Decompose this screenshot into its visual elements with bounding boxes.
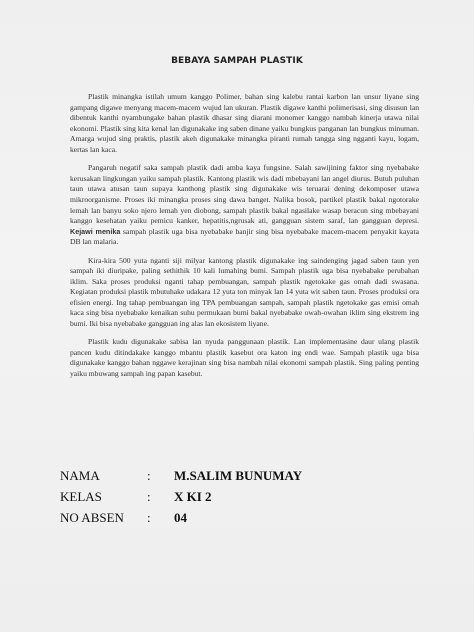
name-label: NAMA <box>60 467 100 483</box>
paragraph-2 <box>70 163 419 248</box>
class-row <box>60 486 302 507</box>
paragraph-2-bold-phrase: Kejawi menika <box>70 226 121 236</box>
paragraph-1: Plastik minangka istilah umum kanggo Polimer, bahan sing kalebu rantai karbon lan unsur liyane sing gampang digawe menyang macem-macem wujud lan ukuran. Plastik digawe kanthi polimerisasi, sing disusun lan dibentuk kanthi nyambungake bahan plastik dhasar sing diarani monomer kanggo nambah kinerja utawa nilai ekonomi. Plastik sing kita kenal lan digunakake ing saben dinane yaiku bungkus panganan lan bungkus minuman. Amarga wujud sing praktis, plastik akeh digunakake minangka piranti rumah tangga sing ngganti kayu, logam, kertas lan kaca. <box>70 92 419 154</box>
class-separator: : <box>147 488 151 504</box>
absen-value: 04 <box>174 509 187 525</box>
student-identity-table <box>60 465 302 528</box>
paragraph-2-text: Pangaruh negatif saka sampah plastik dadi amba kaya fungsine. Salah sawijining faktor sing nyebabake kerusakan lingkungan yaiku sampah plastik. Kantong plastik wis dadi mbebayani lan angel diurus. Butuh puluhan taun utawa atusan taun supaya kanthong plastik sing digunakake wis teruarai dening dekomposer utawa mikroorganisme. Proses iki minangka proses sing dawa banget. Nalika bosok, partikel plastik bakal ngotorake lemah lan banyu soko njero lemah yen diobong, sampah plastik bakal ngasilake wasap beracun sing mbebayani kanggo kesehatan yaiku pemicu kanker, hepatitis,ngrusak ati, gangguan sistem saraf, lan gangguan depresi. <box>70 163 419 226</box>
document-body <box>70 92 419 387</box>
paragraph-3: Kira-kira 500 yuta nganti siji milyar kantong plastik digunakake ing saindenging jagad saben taun yen sampah iki diuripake, paling sethithik 10 kali lumahing bumi. Sampah plastik uga bisa nyebabake perubahan iklim. Saka proses produksi nganti tahap pembuangan, sampah plastik ngetokake gas omah dadi swasana. Kegiatan produksi plastik mbutuhake udakara 12 yuta ton minyak lan 14 yuta wit saben taun. Proses produksi ora efisien energi. Ing tahap pembuangan ing TPA pembuangan sampah, sampah plastik ngetokake gas emisi omah kaca sing bisa nyebabake kenaikan suhu permukaan bumi bakal nyebabake owah-owahan iklim sing ekstrem ing bumi. Iki bisa nyebabake gangguan ing alas lan ekosistem liyane. <box>70 255 419 329</box>
class-value: X KI 2 <box>174 488 212 504</box>
paragraph-4: Plastik kudu digunakake sabisa lan nyuda panggunaan plastik. Lan implementasine daur ulang plastik pancen kudu ditindakake kanggo mbantu plastik kasebut ora katon ing endi wae. Sampah plastik uga bisa digunakake kanggo bahan nggawe kerajinan sing bisa nambah nilai ekonomi sampah plastik. Sing paling penting yaiku mbuwang sampah ing papan kasebut. <box>70 337 419 379</box>
document-title: BEBAYA SAMPAH PLASTIK <box>171 56 303 66</box>
paragraph-2-tail: sampah plastik uga bisa nyebabake banjir sing bisa nyebabake macem-macem penyakit kayata DB lan malaria. <box>70 226 419 247</box>
name-value: M.SALIM BUNUMAY <box>174 467 303 483</box>
absen-label: NO ABSEN <box>60 509 124 525</box>
absen-row <box>60 507 302 528</box>
name-separator: : <box>147 467 151 483</box>
class-label: KELAS <box>60 488 102 504</box>
name-row <box>60 465 302 486</box>
absen-separator: : <box>147 509 151 525</box>
